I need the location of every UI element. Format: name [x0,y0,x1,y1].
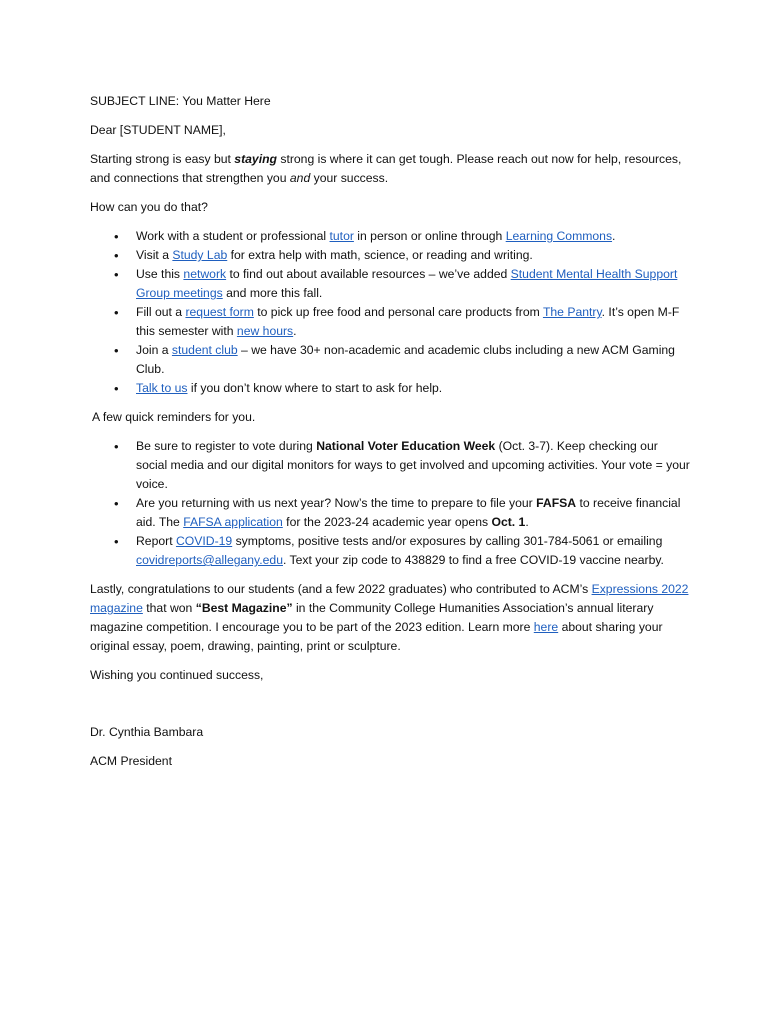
covid-19-link[interactable]: COVID-19 [175,534,233,548]
list-item [136,303,690,341]
learning-commons-link[interactable]: Learning Commons [505,229,613,243]
signature-gap [90,695,690,723]
tutor-link[interactable]: tutor [329,229,354,243]
item-text: Report [136,534,176,548]
student-club-link[interactable]: student club [171,343,238,357]
list-item [136,227,690,246]
expressions-magazine-link[interactable]: Expressions 2022 magazine [90,582,689,615]
pantry-link[interactable]: The Pantry [542,305,602,319]
item-text: . [612,229,616,243]
closing-text: about sharing your original essay, poem, drawing, painting, print or sculpture. [90,620,663,653]
item-text: Join a [136,343,172,357]
closing-text: Lastly, congratulations to our students (and a few 2022 graduates) who contributed to ACM’s [90,582,592,596]
list-item [136,494,690,532]
here-link[interactable]: here [533,620,559,634]
intro-text: strong is where it can get tough. Please reach out now for help, resources, and connections that strengthen you [90,152,682,185]
item-text: for extra help with math, science, or reading and writing. [227,248,533,262]
subject-line: SUBJECT LINE: You Matter Here [90,94,271,108]
item-text: Work with a student or professional [136,229,330,243]
closing-text: in the Community College Humanities Association’s annual literary magazine competition. I encourage you to be part of the 2023 edition. Learn more [90,601,654,634]
item-text: in person or online through [353,229,506,243]
intro-emphasis-staying: staying [234,152,277,166]
request-form-link[interactable]: request form [185,305,254,319]
reminders-list [90,437,690,570]
item-text: Fill out a [136,305,186,319]
list-item [136,379,690,398]
list-item [136,265,690,303]
intro-text: your success. [310,171,389,185]
item-text: . It’s open M-F this semester with [136,305,680,338]
mental-health-support-link[interactable]: Student Mental Health Support Group meetings [136,267,678,300]
item-text: Be sure to register to vote during [136,439,317,453]
item-text: Use this [136,267,184,281]
item-text: to find out about available resources – we’ve added [226,267,511,281]
question: How can you do that? [90,200,208,214]
item-text: . Text your zip code to 438829 to find a free COVID-19 vaccine nearby. [282,553,664,567]
item-text: for the 2023-24 academic year opens [282,515,492,529]
item-text: . [293,324,297,338]
item-text: Are you returning with us next year? Now’s the time to prepare to file your [136,496,537,510]
greeting: Dear [STUDENT NAME], [90,123,226,137]
list-item [136,437,690,494]
item-text: if you don’t know where to start to ask for help. [187,381,443,395]
signoff: Wishing you continued success, [90,668,264,682]
help-list [90,227,690,398]
item-text: (Oct. 3-7). Keep checking our social media and our digital monitors for ways to get involved and upcoming activities. Your vote = your voice. [136,439,690,491]
voter-week-bold: National Voter Education Week [316,439,496,453]
network-link[interactable]: network [183,267,227,281]
list-item [136,246,690,265]
intro-emphasis-and: and [289,171,311,185]
item-text: and more this fall. [222,286,323,300]
fafsa-bold: FAFSA [536,496,577,510]
reminders-intro: A few quick reminders for you. [92,410,256,424]
list-item [136,341,690,379]
talk-to-us-link[interactable]: Talk to us [136,381,188,395]
item-text: . [525,515,529,529]
item-text: to receive financial aid. The [136,496,681,529]
new-hours-link[interactable]: new hours [236,324,294,338]
item-text: Visit a [136,248,173,262]
study-lab-link[interactable]: Study Lab [172,248,228,262]
best-magazine-bold: “Best Magazine” [195,601,293,615]
signer-title: ACM President [90,754,172,768]
item-text: to pick up free food and personal care products from [253,305,543,319]
intro-paragraph [90,150,690,188]
closing-paragraph [90,580,690,656]
covid-email-link[interactable]: covidreports@allegany.edu [136,553,283,567]
list-item [136,532,690,570]
closing-text: that won [142,601,196,615]
item-text: – we have 30+ non-academic and academic clubs including a new ACM Gaming Club. [136,343,675,376]
oct-1-bold: Oct. 1 [491,515,526,529]
item-text: symptoms, positive tests and/or exposures by calling 301-784-5061 or emailing [232,534,663,548]
fafsa-application-link[interactable]: FAFSA application [183,515,283,529]
intro-text: Starting strong is easy but [90,152,235,166]
signer-name: Dr. Cynthia Bambara [90,725,204,739]
